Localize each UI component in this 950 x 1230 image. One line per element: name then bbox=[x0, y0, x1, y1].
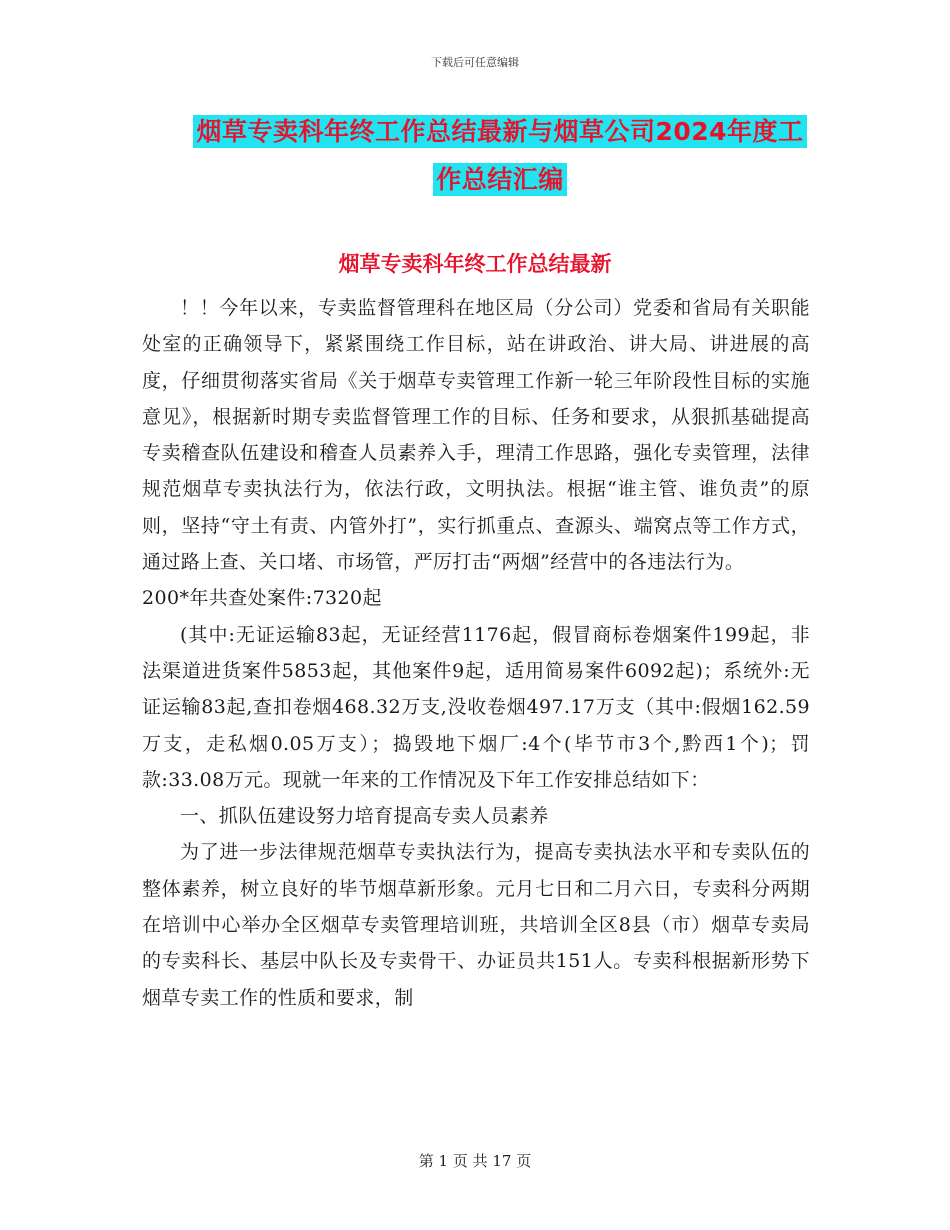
paragraph: 一、抓队伍建设努力培育提高专卖人员素养 bbox=[180, 805, 549, 828]
paragraph: 200*年共查处案件:7320起 bbox=[142, 587, 382, 610]
document-title bbox=[185, 108, 815, 204]
page-footer: 第 1 页 共 17 页 bbox=[418, 1152, 532, 1170]
page-header-note: 下载后可任意编辑 bbox=[431, 56, 519, 69]
paragraph: ！！今年以来，专卖监督管理科在地区局（分公司）党委和省局有关职能处室的正确领导下，紧紧围绕工作目标，站在讲政治、讲大局、讲进展的高度，仔细贯彻落实省局《关于烟草专卖管理工作新一轮三年阶段性目标的实施意见》，根据新时期专卖监督管理工作的目标、任务和要求，从狠抓基础提高专卖稽查队伍建设和稽查人员素养入手，理清工作思路，强化专卖管理，法律规范烟草专卖执法行为，依法行政，文明执法。根据“谁主管、谁负责”的原则，坚持“守土有责、内管外打”，实行抓重点、查源头、端窝点等工作方式，通过路上查、关口堵、市场管，严厉打击“两烟”经营中的各违法行为。 bbox=[142, 297, 810, 574]
document-title-text: 烟草专卖科年终工作总结最新与烟草公司2024年度工作总结汇编 bbox=[193, 115, 806, 196]
document-body bbox=[142, 290, 810, 1016]
section-title: 烟草专卖科年终工作总结最新 bbox=[338, 252, 612, 276]
paragraph: (其中:无证运输83起，无证经营1176起，假冒商标卷烟案件199起，非法渠道进货案件5853起，其他案件9起，适用简易案件6092起)；系统外:无证运输83起,查扣卷烟468.32万支,没收卷烟497.17万支（其中:假烟162.59万支，走私烟0.05万支）；捣毁地下烟厂:4个(毕节市3个,黔西1个)；罚款:33.08万元。现就一年来的工作情况及下年工作安排总结如下： bbox=[142, 623, 810, 791]
paragraph: 为了进一步法律规范烟草专卖执法行为，提高专卖执法水平和专卖队伍的整体素养，树立良好的毕节烟草新形象。元月七日和二月六日，专卖科分两期在培训中心举办全区烟草专卖管理培训班，共培训全区8县（市）烟草专卖局的专卖科长、基层中队长及专卖骨干、办证员共151人。专卖科根据新形势下烟草专卖工作的性质和要求，制 bbox=[142, 841, 810, 1009]
